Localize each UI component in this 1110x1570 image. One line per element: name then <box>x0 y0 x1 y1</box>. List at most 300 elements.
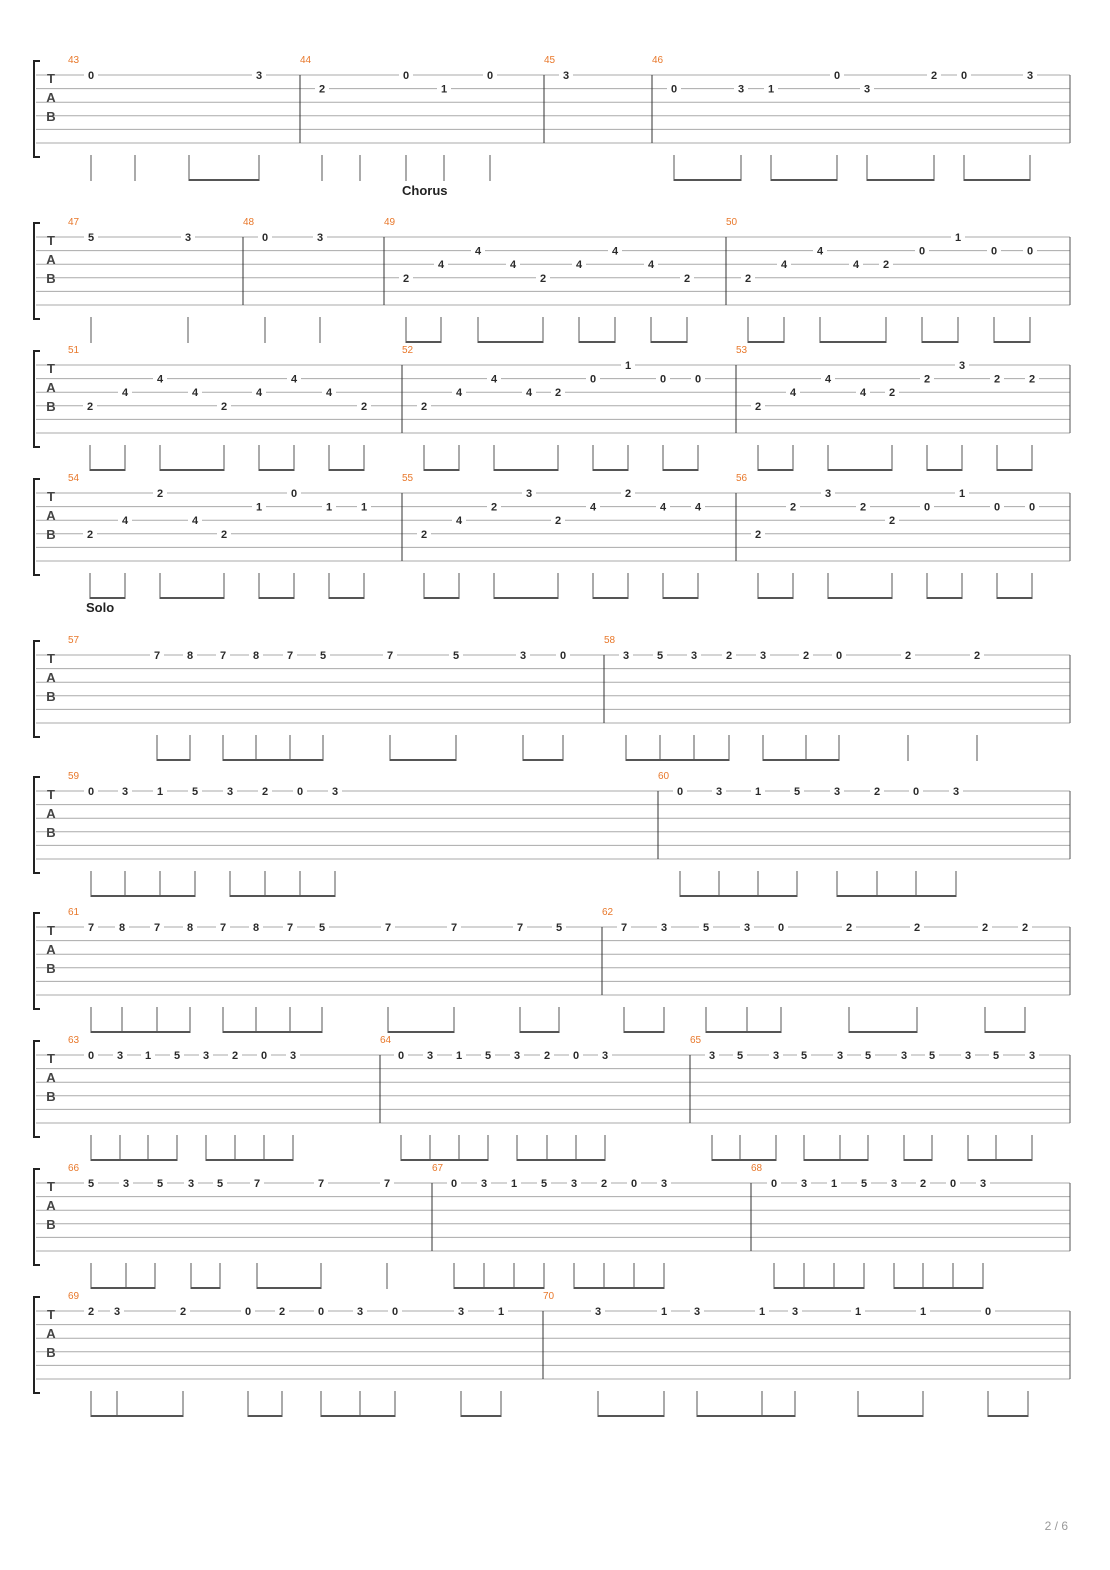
fret-number: 3 <box>116 1050 124 1062</box>
tab-clef-letter: T <box>47 233 55 248</box>
note-beam <box>758 597 793 599</box>
fret-number: 0 <box>949 1178 957 1190</box>
fret-number: 5 <box>87 1178 95 1190</box>
fret-number: 0 <box>261 232 269 244</box>
tab-clef-letter: T <box>47 361 55 376</box>
fret-number: 5 <box>656 650 664 662</box>
fret-number: 7 <box>317 1178 325 1190</box>
tab-clef-letter: B <box>46 399 56 414</box>
measure-number: 49 <box>384 217 396 228</box>
tab-system <box>34 61 1070 181</box>
fret-number: 5 <box>319 650 327 662</box>
fret-number: 3 <box>900 1050 908 1062</box>
fret-number: 2 <box>1028 373 1036 386</box>
measure-number: 70 <box>543 1291 555 1302</box>
fret-number: 2 <box>873 786 881 798</box>
fret-number: 3 <box>622 650 630 662</box>
fret-number: 4 <box>325 387 333 400</box>
fret-number: 2 <box>919 1178 927 1190</box>
tab-clef-letter: A <box>46 806 56 821</box>
fret-number: 3 <box>708 1050 716 1062</box>
tab-system <box>34 1297 1070 1417</box>
note-beam <box>849 1031 917 1033</box>
measure-number: 52 <box>402 345 414 356</box>
fret-number: 0 <box>676 786 684 798</box>
fret-number: 4 <box>156 373 164 386</box>
note-beam <box>189 179 259 181</box>
note-beam <box>248 1415 282 1417</box>
fret-number: 4 <box>455 515 463 528</box>
fret-number: 0 <box>260 1050 268 1062</box>
fret-number: 3 <box>316 232 324 244</box>
fret-number: 1 <box>958 488 966 500</box>
measure-number: 43 <box>68 55 80 66</box>
measure-number: 50 <box>726 217 738 228</box>
measure-number: 51 <box>68 345 80 356</box>
tab-system <box>34 479 1070 599</box>
fret-number: 0 <box>402 70 410 82</box>
note-beam <box>964 179 1030 181</box>
fret-number: 3 <box>122 1178 130 1190</box>
measure-number: 67 <box>432 1163 444 1174</box>
tab-clef-letter: T <box>47 923 55 938</box>
fret-number: 7 <box>219 650 227 662</box>
measure-number: 66 <box>68 1163 80 1174</box>
fret-number: 7 <box>383 1178 391 1190</box>
fret-number: 3 <box>480 1178 488 1190</box>
fret-number: 4 <box>437 259 445 272</box>
fret-number: 5 <box>156 1178 164 1190</box>
fret-number: 4 <box>191 387 199 400</box>
fret-number: 0 <box>984 1306 992 1318</box>
fret-number: 5 <box>87 232 95 244</box>
tab-clef-letter: B <box>46 1345 56 1360</box>
measure-number: 59 <box>68 771 80 782</box>
note-beam <box>758 469 793 471</box>
fret-number: 0 <box>912 786 920 798</box>
fret-number: 1 <box>767 83 775 96</box>
fret-number: 2 <box>882 259 890 272</box>
tab-clef-letter: B <box>46 1217 56 1232</box>
note-beam <box>820 341 886 343</box>
note-beam <box>927 469 962 471</box>
fret-number: 3 <box>958 360 966 372</box>
fret-number: 4 <box>474 245 482 258</box>
tab-system <box>34 351 1070 471</box>
fret-number: 4 <box>509 259 517 272</box>
fret-number: 3 <box>1028 1050 1036 1062</box>
note-beam <box>390 759 456 761</box>
fret-number: 3 <box>562 70 570 82</box>
note-beam <box>424 597 459 599</box>
fret-number: 1 <box>455 1050 463 1062</box>
fret-number: 1 <box>497 1306 505 1318</box>
fret-number: 0 <box>296 786 304 798</box>
fret-number: 2 <box>789 501 797 514</box>
fret-number: 2 <box>744 272 752 285</box>
note-beam <box>388 1031 454 1033</box>
fret-number: 5 <box>736 1050 744 1062</box>
measure-number: 60 <box>658 771 670 782</box>
fret-number: 2 <box>754 528 762 541</box>
tab-clef-letter: B <box>46 271 56 286</box>
tab-clef-letter: T <box>47 651 55 666</box>
fret-number: 1 <box>624 360 632 372</box>
fret-number: 7 <box>516 922 524 934</box>
note-beam <box>523 759 563 761</box>
note-beam <box>828 469 892 471</box>
fret-number: 1 <box>919 1306 927 1318</box>
tab-clef-letter: A <box>46 942 56 957</box>
note-beam <box>712 1159 776 1161</box>
fret-number: 2 <box>888 515 896 528</box>
fret-number: 2 <box>318 83 326 96</box>
tab-clef-letter: B <box>46 689 56 704</box>
fret-number: 4 <box>611 245 619 258</box>
note-beam <box>91 1415 183 1417</box>
note-beam <box>90 597 125 599</box>
note-beam <box>257 1287 321 1289</box>
fret-number: 3 <box>113 1306 121 1318</box>
tab-clef-letter: A <box>46 252 56 267</box>
note-beam <box>624 1031 664 1033</box>
fret-number: 2 <box>278 1306 286 1318</box>
tab-clef-letter: A <box>46 90 56 105</box>
fret-number: 4 <box>859 387 867 400</box>
fret-number: 3 <box>356 1306 364 1318</box>
note-beam <box>828 597 892 599</box>
note-beam <box>401 1159 488 1161</box>
note-beam <box>663 469 698 471</box>
fret-number: 4 <box>525 387 533 400</box>
note-beam <box>706 1031 781 1033</box>
tab-clef-letter: A <box>46 1198 56 1213</box>
fret-number: 8 <box>186 922 194 934</box>
fret-number: 3 <box>743 922 751 934</box>
note-beam <box>206 1159 293 1161</box>
fret-number: 0 <box>918 245 926 258</box>
note-beam <box>997 597 1032 599</box>
measure-number: 69 <box>68 1291 80 1302</box>
fret-number: 4 <box>121 387 129 400</box>
fret-number: 2 <box>220 528 228 541</box>
tab-clef-letter: T <box>47 489 55 504</box>
fret-number: 4 <box>780 259 788 272</box>
fret-number: 0 <box>391 1306 399 1318</box>
note-beam <box>478 341 543 343</box>
fret-number: 3 <box>184 232 192 244</box>
measure-number: 53 <box>736 345 748 356</box>
fret-number: 2 <box>1021 922 1029 934</box>
section-label: Solo <box>86 600 115 615</box>
fret-number: 4 <box>824 373 832 386</box>
fret-number: 5 <box>992 1050 1000 1062</box>
fret-number: 3 <box>1026 70 1034 82</box>
fret-number: 1 <box>754 786 762 798</box>
fret-number: 2 <box>543 1050 551 1062</box>
fret-number: 3 <box>737 83 745 96</box>
note-beam <box>804 1159 868 1161</box>
tab-clef-letter: T <box>47 787 55 802</box>
fret-number: 2 <box>888 387 896 400</box>
note-beam <box>329 597 364 599</box>
note-beam <box>774 1287 864 1289</box>
fret-number: 4 <box>694 501 702 514</box>
fret-number: 2 <box>859 501 867 514</box>
measure-number: 56 <box>736 473 748 484</box>
tab-clef-letter: A <box>46 1326 56 1341</box>
fret-number: 4 <box>816 245 824 258</box>
note-beam <box>461 1415 501 1417</box>
note-beam <box>494 597 558 599</box>
page-number: 2 / 6 <box>1044 1519 1068 1533</box>
note-beam <box>91 1287 155 1289</box>
fret-number: 5 <box>864 1050 872 1062</box>
fret-number: 0 <box>244 1306 252 1318</box>
note-beam <box>329 469 364 471</box>
fret-number: 0 <box>450 1178 458 1190</box>
fret-number: 2 <box>554 515 562 528</box>
fret-number: 5 <box>216 1178 224 1190</box>
fret-number: 4 <box>659 501 667 514</box>
note-beam <box>985 1031 1025 1033</box>
fret-number: 5 <box>555 922 563 934</box>
fret-number: 3 <box>791 1306 799 1318</box>
fret-number: 5 <box>793 786 801 798</box>
fret-number: 2 <box>600 1178 608 1190</box>
fret-number: 1 <box>144 1050 152 1062</box>
fret-number: 3 <box>660 922 668 934</box>
fret-number: 5 <box>540 1178 548 1190</box>
tab-clef-letter: A <box>46 670 56 685</box>
fret-number: 2 <box>993 373 1001 386</box>
tab-clef-letter: B <box>46 1089 56 1104</box>
fret-number: 5 <box>484 1050 492 1062</box>
measure-number: 48 <box>243 217 255 228</box>
note-beam <box>223 759 323 761</box>
fret-number: 0 <box>290 488 298 500</box>
note-beam <box>858 1415 923 1417</box>
fret-number: 7 <box>286 922 294 934</box>
fret-number: 7 <box>620 922 628 934</box>
fret-number: 4 <box>455 387 463 400</box>
tab-clef-letter: B <box>46 961 56 976</box>
fret-number: 5 <box>173 1050 181 1062</box>
fret-number: 0 <box>833 70 841 82</box>
fret-number: 2 <box>402 272 410 285</box>
fret-number: 2 <box>420 528 428 541</box>
note-beam <box>922 341 958 343</box>
fret-number: 0 <box>960 70 968 82</box>
measure-number: 61 <box>68 907 80 918</box>
fret-number: 0 <box>1028 501 1036 514</box>
note-beam <box>424 469 459 471</box>
fret-number: 5 <box>191 786 199 798</box>
fret-number: 0 <box>659 373 667 386</box>
fret-number: 2 <box>220 400 228 413</box>
fret-number: 3 <box>289 1050 297 1062</box>
fret-number: 3 <box>202 1050 210 1062</box>
fret-number: 1 <box>156 786 164 798</box>
measure-number: 62 <box>602 907 614 918</box>
note-beam <box>771 179 837 181</box>
fret-number: 0 <box>777 922 785 934</box>
fret-number: 2 <box>420 400 428 413</box>
note-beam <box>763 759 839 761</box>
fret-number: 0 <box>630 1178 638 1190</box>
note-beam <box>520 1031 559 1033</box>
fret-number: 0 <box>990 245 998 258</box>
fret-number: 8 <box>186 650 194 662</box>
measure-number: 57 <box>68 635 80 646</box>
fret-number: 4 <box>121 515 129 528</box>
fret-number: 0 <box>87 70 95 82</box>
fret-number: 5 <box>860 1178 868 1190</box>
fret-number: 2 <box>624 488 632 500</box>
fret-number: 3 <box>255 70 263 82</box>
fret-number: 2 <box>490 501 498 514</box>
fret-number: 4 <box>789 387 797 400</box>
note-beam <box>91 1031 190 1033</box>
measure-number: 54 <box>68 473 80 484</box>
note-beam <box>680 895 797 897</box>
fret-number: 1 <box>325 501 333 514</box>
fret-number: 0 <box>835 650 843 662</box>
fret-number: 0 <box>486 70 494 82</box>
measure-number: 44 <box>300 55 312 66</box>
fret-number: 3 <box>693 1306 701 1318</box>
note-beam <box>160 597 224 599</box>
measure-number: 68 <box>751 1163 763 1174</box>
fret-number: 5 <box>702 922 710 934</box>
note-beam <box>593 597 628 599</box>
note-beam <box>837 895 956 897</box>
fret-number: 0 <box>87 786 95 798</box>
fret-number: 7 <box>87 922 95 934</box>
note-beam <box>593 469 628 471</box>
measure-number: 45 <box>544 55 556 66</box>
fret-number: 7 <box>286 650 294 662</box>
fret-number: 2 <box>539 272 547 285</box>
fret-number: 8 <box>252 650 260 662</box>
fret-number: 2 <box>930 70 938 82</box>
note-beam <box>157 759 190 761</box>
fret-number: 4 <box>575 259 583 272</box>
fret-number: 5 <box>318 922 326 934</box>
fret-number: 0 <box>923 501 931 514</box>
fret-number: 1 <box>510 1178 518 1190</box>
note-beam <box>579 341 615 343</box>
note-beam <box>259 597 294 599</box>
note-beam <box>674 179 741 181</box>
note-beam <box>517 1159 605 1161</box>
tab-clef-letter: A <box>46 380 56 395</box>
note-beam <box>867 179 934 181</box>
fret-number: 2 <box>725 650 733 662</box>
fret-number: 4 <box>589 501 597 514</box>
fret-number: 3 <box>570 1178 578 1190</box>
note-beam <box>663 597 698 599</box>
note-beam <box>574 1287 664 1289</box>
fret-number: 2 <box>923 373 931 386</box>
fret-number: 3 <box>601 1050 609 1062</box>
fret-number: 3 <box>964 1050 972 1062</box>
fret-number: 2 <box>973 650 981 662</box>
tab-system <box>34 1041 1070 1161</box>
fret-number: 7 <box>153 922 161 934</box>
fret-number: 1 <box>954 232 962 244</box>
fret-number: 4 <box>290 373 298 386</box>
tab-clef-letter: T <box>47 1051 55 1066</box>
fret-number: 1 <box>830 1178 838 1190</box>
tab-clef-letter: T <box>47 71 55 86</box>
fret-number: 1 <box>440 83 448 96</box>
measure-number: 55 <box>402 473 414 484</box>
fret-number: 7 <box>153 650 161 662</box>
fret-number: 3 <box>331 786 339 798</box>
fret-number: 7 <box>219 922 227 934</box>
fret-number: 3 <box>187 1178 195 1190</box>
fret-number: 2 <box>754 400 762 413</box>
fret-number: 3 <box>457 1306 465 1318</box>
measure-number: 63 <box>68 1035 80 1046</box>
note-beam <box>91 1159 177 1161</box>
fret-number: 3 <box>890 1178 898 1190</box>
note-beam <box>160 469 224 471</box>
tab-clef-letter: T <box>47 1179 55 1194</box>
fret-number: 2 <box>845 922 853 934</box>
fret-number: 8 <box>118 922 126 934</box>
fret-number: 3 <box>594 1306 602 1318</box>
fret-number: 3 <box>519 650 527 662</box>
fret-number: 3 <box>979 1178 987 1190</box>
fret-number: 2 <box>913 922 921 934</box>
fret-number: 3 <box>800 1178 808 1190</box>
tab-clef-letter: T <box>47 1307 55 1322</box>
fret-number: 1 <box>660 1306 668 1318</box>
fret-number: 0 <box>87 1050 95 1062</box>
fret-number: 1 <box>758 1306 766 1318</box>
tab-clef-letter: B <box>46 109 56 124</box>
tab-clef-letter: A <box>46 1070 56 1085</box>
section-label: Chorus <box>402 183 448 198</box>
fret-number: 3 <box>863 83 871 96</box>
note-beam <box>904 1159 932 1161</box>
fret-number: 2 <box>87 1306 95 1318</box>
fret-number: 0 <box>317 1306 325 1318</box>
fret-number: 8 <box>252 922 260 934</box>
note-beam <box>988 1415 1028 1417</box>
note-beam <box>91 895 195 897</box>
note-beam <box>191 1287 220 1289</box>
note-beam <box>90 469 125 471</box>
fret-number: 0 <box>1026 245 1034 258</box>
fret-number: 1 <box>360 501 368 514</box>
fret-number: 3 <box>759 650 767 662</box>
fret-number: 4 <box>255 387 263 400</box>
fret-number: 3 <box>226 786 234 798</box>
note-beam <box>259 469 294 471</box>
note-beam <box>494 469 558 471</box>
note-beam <box>894 1287 983 1289</box>
fret-number: 1 <box>255 501 263 514</box>
fret-number: 2 <box>86 528 94 541</box>
fret-number: 3 <box>426 1050 434 1062</box>
tab-clef-letter: B <box>46 825 56 840</box>
note-beam <box>651 341 687 343</box>
tab-clef-letter: A <box>46 508 56 523</box>
measure-number: 58 <box>604 635 616 646</box>
